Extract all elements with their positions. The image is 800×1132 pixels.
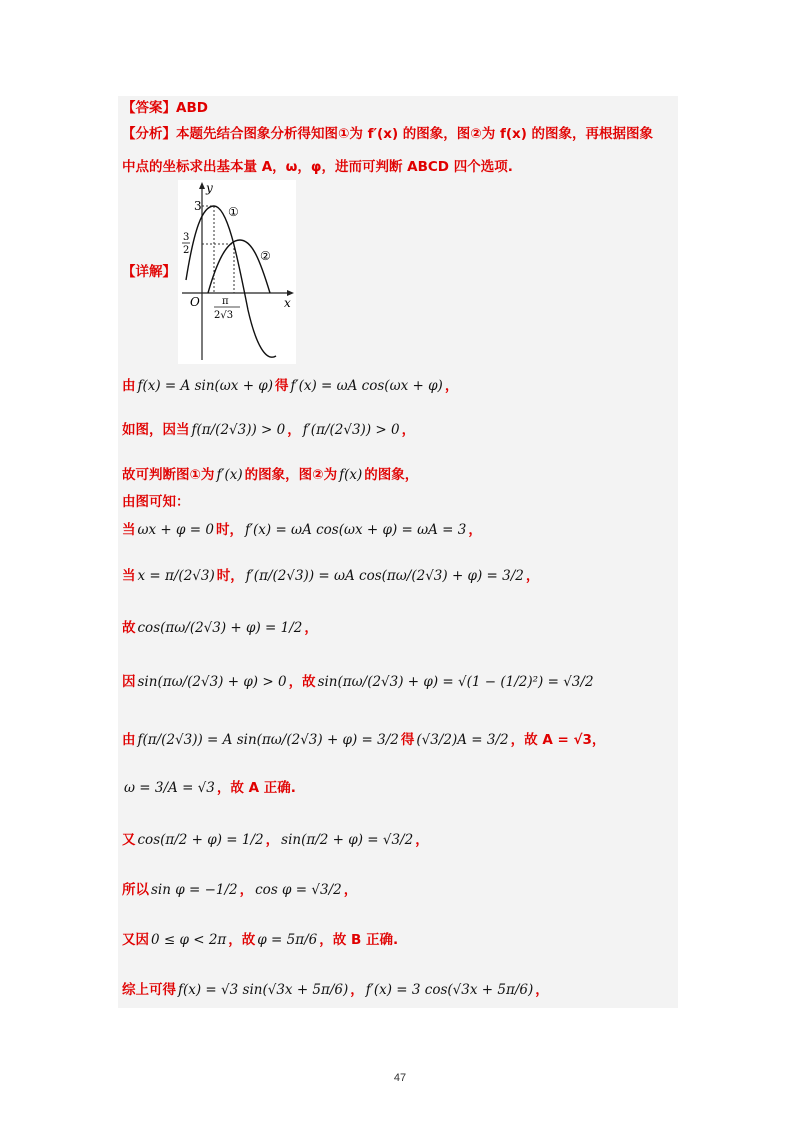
step-line: 又 cos(π/2 + φ) = 1/2 ， sin(π/2 + φ) = √3/2 ， [122,832,429,848]
tick-y-mid-num: 3 [183,232,190,243]
step-line: 由 f(π/(2√3)) = A sin(πω/(2√3) + φ) = 3/2 得 (√3/2)A = 3/2 ，故 A = √3， [122,732,606,748]
step-line: 由 f(x) = A sin(ωx + φ) 得 f′(x) = ωA cos(ωx + φ) ， [122,378,459,394]
step-line: 故 cos(πω/(2√3) + φ) = 1/2 ， [122,620,318,636]
step-line: ω = 3/A = √3 ，故 A 正确. [124,780,296,796]
step-line: 如图，因当 f(π/(2√3)) > 0 ， f′(π/(2√3)) > 0 ， [122,422,416,438]
step-line: 故可判断图①为 f′(x) 的图象，图②为 f(x) 的图象， [122,467,419,483]
curve-1-label: ① [228,205,239,219]
tick-y-mid-den: 2 [183,245,190,256]
step-line: 综上可得 f(x) = √3 sin(√3x + 5π/6) ， f′(x) = 3 cos(√3x + 5π/6) ， [122,982,549,998]
step-line: 当 x = π/(2√3) 时， f′(π/(2√3)) = ωA cos(πω/(2√3) + φ) = 3/2 ， [122,568,540,584]
y-label: y [206,181,213,195]
tick-x-num: π [222,296,229,307]
step-line: 因 sin(πω/(2√3) + φ) > 0 ，故 sin(πω/(2√3) + φ) = √(1 − (1/2)²) = √3/2 [122,674,594,690]
origin-label: O [190,295,200,309]
step-line: 由图可知： [122,494,190,510]
step-line: 又因 0 ≤ φ < 2π ，故 φ = 5π/6 ，故 B 正确. [122,932,399,948]
curve-1 [186,206,276,357]
step-line: 当 ωx + φ = 0 时， f′(x) = ωA cos(ωx + φ) = ωA = 3 ， [122,522,482,538]
x-label: x [284,296,291,310]
y-axis-arrow [199,182,205,189]
curve-2-label: ② [260,249,271,263]
function-graph [178,180,296,364]
graph-svg [178,180,296,364]
analysis-line-1: 【分析】本题先结合图象分析得知图①为 f′(x) 的图象，图②为 f(x) 的图象，再根据图象 [122,126,654,142]
tick-y-3: 3 [194,199,202,213]
page-number: 47 [393,1072,407,1084]
tick-x-den: 2√3 [214,310,234,321]
detail-label: 【详解】 [122,264,176,280]
answer-line: 【答案】ABD [122,100,208,116]
step-line: 所以 sin φ = −1/2 ， cos φ = √3/2 ， [122,882,358,898]
analysis-line-2: 中点的坐标求出基本量 A，ω，φ，进而可判断 ABCD 四个选项. [122,159,513,175]
